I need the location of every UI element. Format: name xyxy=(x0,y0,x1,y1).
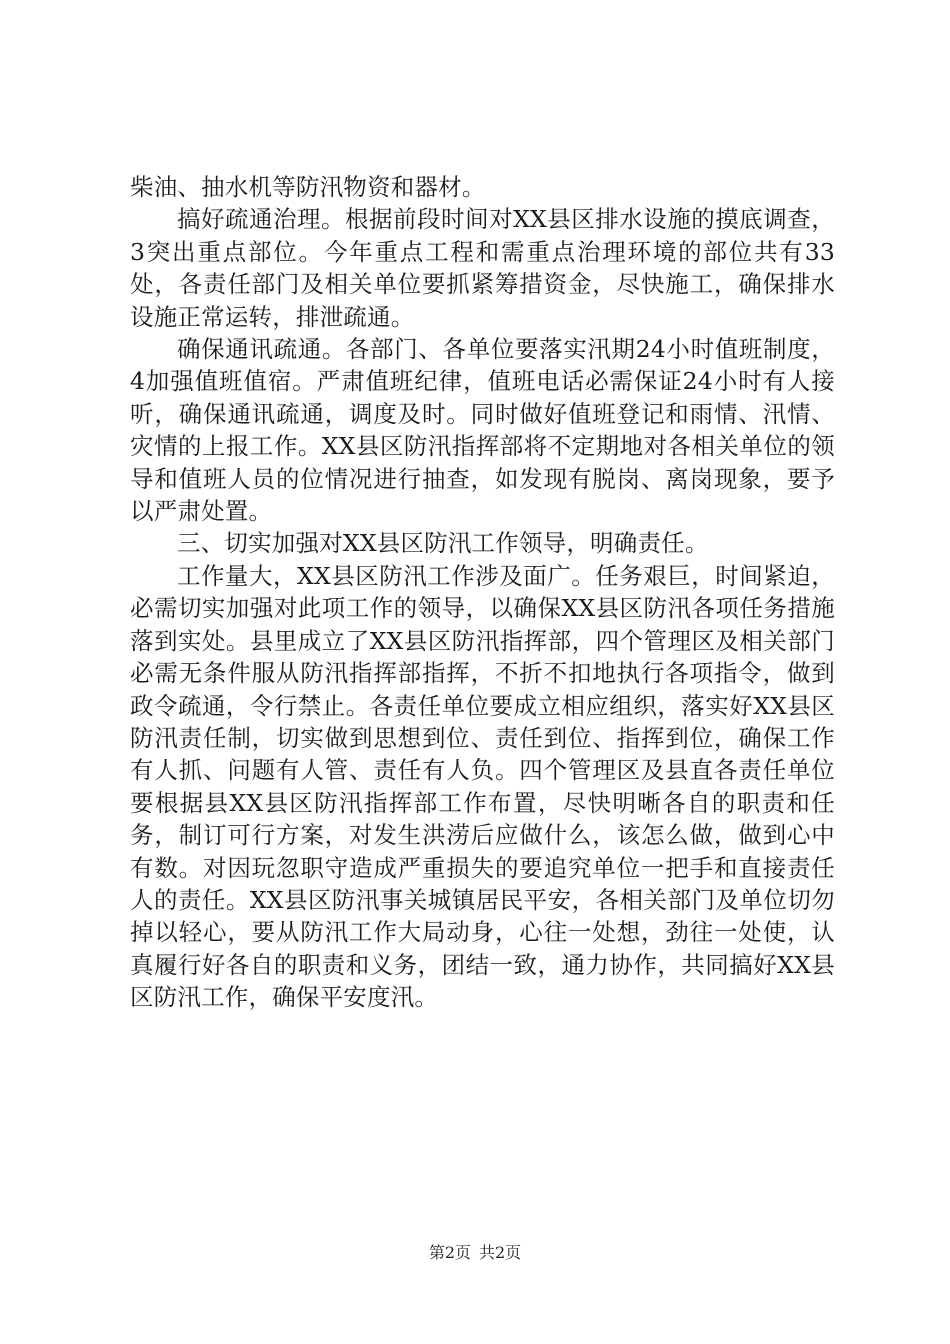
document-body xyxy=(130,171,835,1014)
paragraph-drainage: 搞好疏通治理。根据前段时间对XX县区排水设施的摸底调查，3突出重点部位。今年重点工程和需重点治理环境的部位共有33处，各责任部门及相关单位要抓紧筹措资金，尽快施工，确保排水设施正常运转，排泄疏通。 xyxy=(130,205,835,331)
paragraph-communication: 确保通讯疏通。各部门、各单位要落实汛期24小时值班制度，4加强值班值宿。严肃值班纪律，值班电话必需保证24小时有人接听，确保通讯疏通，调度及时。同时做好值班登记和雨情、汛情、灾情的上报工作。XX县区防汛指挥部将不定期地对各相关单位的领导和值班人员的位情况进行抽查，如发现有脱岗、离岗现象，要予以严肃处置。 xyxy=(130,335,835,526)
paragraph-leadership: 工作量大，XX县区防汛工作涉及面广。任务艰巨，时间紧迫，必需切实加强对此项工作的领导，以确保XX县区防汛各项任务措施落到实处。县里成立了XX县区防汛指挥部，四个管理区及相关部门必需无条件服从防汛指挥部指挥，不折不扣地执行各项指令，做到政令疏通，令行禁止。各责任单位要成立相应组织，落实好XX县区防汛责任制，切实做到思想到位、责任到位、指挥到位，确保工作有人抓、问题有人管、责任有人负。四个管理区及县直各责任单位要根据县XX县区防汛指挥部工作布置，尽快明晰各自的职责和任务，制订可行方案，对发生洪涝后应做什么，该怎么做，做到心中有数。对因玩忽职守造成严重损失的要追究单位一把手和直接责任人的责任。XX县区防汛事关城镇居民平安，各相关部门及单位切勿掉以轻心，要从防汛工作大局动身，心往一处想，劲往一处使，认真履行好各自的职责和义务，团结一致，通力协作，共同搞好XX县区防汛工作，确保平安度汛。 xyxy=(130,561,835,1012)
page-number-current: 第2页 xyxy=(428,1243,471,1262)
page-number-total: 共2页 xyxy=(479,1243,522,1262)
page-footer xyxy=(0,1243,950,1263)
paragraph-continuation: 柴油、抽水机等防汛物资和器材。 xyxy=(130,173,486,201)
section-heading-leadership: 三、切实加强对XX县区防汛工作领导，明确责任。 xyxy=(177,529,709,558)
